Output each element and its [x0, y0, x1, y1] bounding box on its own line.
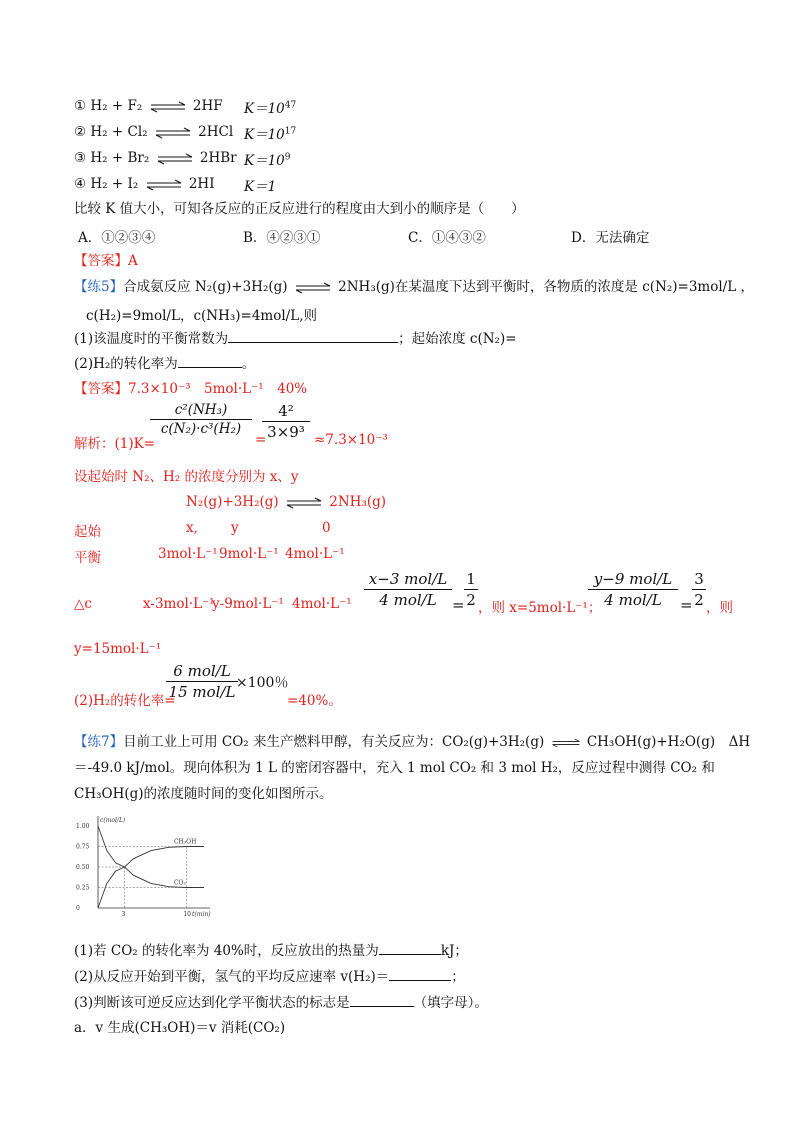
- equilibrium-arrow-icon: [145, 179, 183, 191]
- equals-sign: =: [452, 596, 465, 614]
- y-tick-label: 0.25: [76, 884, 90, 892]
- row-start-c: 0: [322, 520, 331, 536]
- row-delta-label: △c: [74, 596, 92, 612]
- reaction-1-number: ①: [74, 98, 87, 114]
- series-line-co2: [98, 826, 204, 888]
- x-axis-label: t(min): [192, 911, 211, 918]
- row-start-label: 起始: [74, 524, 101, 540]
- reaction-2-k: $K=10^{17}$: [244, 126, 297, 143]
- p5-reaction-reactants: N₂(g)+3H₂(g): [186, 494, 279, 510]
- x-tick-label: 3: [121, 911, 126, 918]
- q4-answer: 【答案】A: [74, 253, 138, 269]
- p5-q2: [74, 355, 255, 373]
- reaction-4-k: K＝1: [244, 179, 277, 195]
- row-delta-a: x-3mol·L⁻¹: [143, 596, 215, 612]
- k-value-fraction: [262, 402, 310, 441]
- q4-option-d: D．无法确定: [571, 230, 650, 246]
- y-fraction: [588, 570, 678, 609]
- k-equals: =: [255, 432, 267, 448]
- p5-analysis-prefix: 解析：(1)K=: [74, 436, 156, 452]
- p7-stem-b: CH₃OH(g)+H₂O(g) ΔH: [586, 734, 751, 750]
- x-fraction-denominator: 4 mol/L: [379, 591, 437, 609]
- x-fraction-numerator: x−3 mol/L: [368, 570, 448, 588]
- x-fraction: [364, 570, 452, 609]
- row-eq-label: 平衡: [74, 550, 101, 566]
- k-fraction: [150, 402, 252, 437]
- concentration-chart: [74, 812, 214, 922]
- x-ratio-numerator: 1: [466, 570, 476, 588]
- conversion-prefix: (2)H₂的转化率=: [74, 693, 176, 709]
- p5-reaction: [186, 494, 386, 510]
- p7-q2-text-b: ；: [451, 969, 465, 985]
- answer-blank[interactable]: [389, 968, 451, 981]
- y-tick-label: 1.00: [76, 823, 90, 830]
- reaction-4-product: 2HI: [188, 176, 215, 192]
- p5-answer-label: 【答案】: [74, 381, 128, 397]
- reaction-3: [74, 149, 237, 167]
- y-ratio-denominator: 2: [694, 591, 704, 609]
- equilibrium-arrow-icon: [156, 153, 194, 165]
- equilibrium-arrow-icon: [149, 101, 187, 113]
- k-denominator: c(N₂)·c³(H₂): [160, 421, 242, 437]
- p5-reaction-product: 2NH₃(g): [329, 494, 387, 510]
- p5-answer-text: 7.3×10⁻³ 5mol·L⁻¹ 40%: [128, 381, 308, 397]
- p5-answer: [74, 380, 307, 398]
- reaction-1-product: 2HF: [192, 98, 223, 114]
- y-value: y=15mol·L⁻¹: [74, 641, 162, 657]
- p7-stem-a: 目前工业上可用 CO₂ 来生产燃料甲醇，有关反应为：CO₂(g)+3H₂(g): [123, 734, 545, 750]
- conversion-numerator: 6 mol/L: [173, 662, 231, 680]
- p5-q2-text: (2)H₂的转化率为: [74, 356, 178, 372]
- y-fraction-denominator: 4 mol/L: [604, 591, 662, 609]
- p5-q1-text: (1)该温度时的平衡常数为: [74, 331, 229, 347]
- conversion-denominator: 15 mol/L: [168, 683, 236, 701]
- p5-stem-a: 合成氨反应 N₂(g)+3H₂(g): [123, 279, 288, 295]
- conversion-multiplier: ×100％: [236, 675, 289, 691]
- q4-option-b: B．④②③①: [243, 230, 321, 246]
- series-label: CO₂: [173, 879, 186, 887]
- p7-label: 【练7】: [74, 734, 124, 750]
- p5-stem: [74, 278, 754, 296]
- k-result: ≈7.3×10⁻³: [314, 432, 388, 448]
- y-ratio-numerator: 3: [694, 570, 704, 588]
- reaction-3-reactants: H₂ + Br₂: [90, 150, 150, 166]
- then-x: ，则 x=5mol·L⁻¹；: [478, 600, 602, 616]
- equals-sign: =: [680, 596, 693, 614]
- x-tick-label: 10: [183, 911, 191, 918]
- q4-option-c: C．①④③②: [408, 230, 486, 246]
- q4-question: 比较 K 值大小，可知各反应的正反应进行的程度由大到小的顺序是（ ）: [74, 201, 525, 217]
- p5-set-line: 设起始时 N₂、H₂ 的浓度分别为 x、y: [74, 469, 299, 485]
- reaction-2-product: 2HCl: [198, 124, 234, 140]
- conversion-result: =40%。: [287, 693, 342, 709]
- p7-stem-line3: CH₃OH(g)的浓度随时间的变化如图所示。: [74, 786, 333, 802]
- reaction-3-product: 2HBr: [199, 150, 237, 166]
- p7-q1-text: (1)若 CO₂ 的转化率为 40%时，反应放出的热量为: [74, 943, 379, 959]
- reaction-3-number: ③: [74, 150, 87, 166]
- k-numerator: c²(NH₃): [174, 402, 228, 418]
- answer-blank[interactable]: [379, 942, 441, 955]
- series-line-ch3oh: [98, 847, 204, 909]
- reaction-2: [74, 123, 233, 141]
- p7-stem-line2: ＝-49.0 kJ/mol。现向体积为 1 L 的密闭容器中，充入 1 mol CO₂ 和 3 mol H₂，反应过程中测得 CO₂ 和: [74, 760, 715, 776]
- reaction-3-k: $K=10^9$: [244, 152, 291, 169]
- then-y: ，则: [706, 600, 733, 616]
- p5-q1-text-b: ；起始浓度 c(N₂)=: [398, 331, 517, 347]
- p7-option-a: a．v 生成(CH₃OH)＝v 消耗(CO₂): [74, 1020, 286, 1036]
- answer-blank[interactable]: [228, 330, 398, 343]
- p7-q3: [74, 994, 488, 1012]
- y-axis-label: c(mol/L): [100, 817, 126, 824]
- p7-q2-text: (2)从反应开始到平衡，氢气的平均反应速率 v(H₂)＝: [74, 969, 390, 985]
- p7-q1: [74, 942, 468, 960]
- x-ratio: [464, 570, 478, 609]
- row-delta-c: 4mol·L⁻¹: [292, 596, 352, 612]
- row-eq-a: 3mol·L⁻¹: [158, 546, 218, 562]
- row-delta-b: y-9mol·L⁻¹: [212, 596, 284, 612]
- reaction-4-number: ④: [74, 176, 87, 192]
- p7-q2: [74, 968, 465, 986]
- y-ratio: [692, 570, 706, 609]
- row-start-b: y: [231, 520, 239, 536]
- y-tick-label: 0.75: [76, 843, 90, 851]
- equilibrium-arrow-icon: [285, 497, 323, 509]
- p7-q3-text-b: （填字母）。: [413, 995, 488, 1011]
- x-ratio-denominator: 2: [466, 591, 476, 609]
- answer-blank[interactable]: [178, 355, 242, 368]
- reaction-1-k: $K=10^{47}$: [244, 100, 297, 117]
- k-value-numerator: 4²: [278, 402, 294, 420]
- reaction-4: [74, 175, 215, 193]
- reaction-2-reactants: H₂ + Cl₂: [90, 124, 148, 140]
- p7-q1-text-b: kJ；: [440, 943, 468, 959]
- p5-stem-b: 2NH₃(g)在某温度下达到平衡时，各物质的浓度是 c(N₂)=3mol/L ，: [338, 279, 754, 295]
- p5-q1: [74, 330, 517, 348]
- reaction-2-number: ②: [74, 124, 87, 140]
- p7-stem: [74, 733, 750, 751]
- p5-q2-text-b: 。: [241, 356, 256, 372]
- equilibrium-arrow-icon: [154, 127, 192, 139]
- reaction-1: [74, 97, 223, 115]
- conversion-fraction: [166, 662, 238, 701]
- series-label: CH₃OH: [173, 838, 197, 846]
- equilibrium-arrow-icon: [294, 282, 332, 294]
- equilibrium-arrow-icon: [551, 737, 581, 749]
- row-eq-c: 4mol·L⁻¹: [285, 546, 345, 562]
- answer-blank[interactable]: [350, 994, 414, 1007]
- k-value-denominator: 3×9³: [267, 423, 305, 441]
- p5-label: 【练5】: [74, 279, 124, 295]
- row-eq-b: 9mol·L⁻¹: [219, 546, 279, 562]
- y-tick-label: 0: [76, 905, 80, 912]
- y-fraction-numerator: y−9 mol/L: [593, 570, 673, 588]
- p7-q3-text: (3)判断该可逆反应达到化学平衡状态的标志是: [74, 995, 350, 1011]
- y-tick-label: 0.50: [76, 864, 90, 871]
- q4-option-a: A．①②③④: [78, 230, 156, 246]
- reaction-1-reactants: H₂ + F₂: [90, 98, 143, 114]
- reaction-4-reactants: H₂ + I₂: [90, 176, 139, 192]
- p5-stem-line2: c(H₂)=9mol/L，c(NH₃)=4mol/L,则: [86, 308, 317, 324]
- row-start-a: x,: [186, 520, 198, 536]
